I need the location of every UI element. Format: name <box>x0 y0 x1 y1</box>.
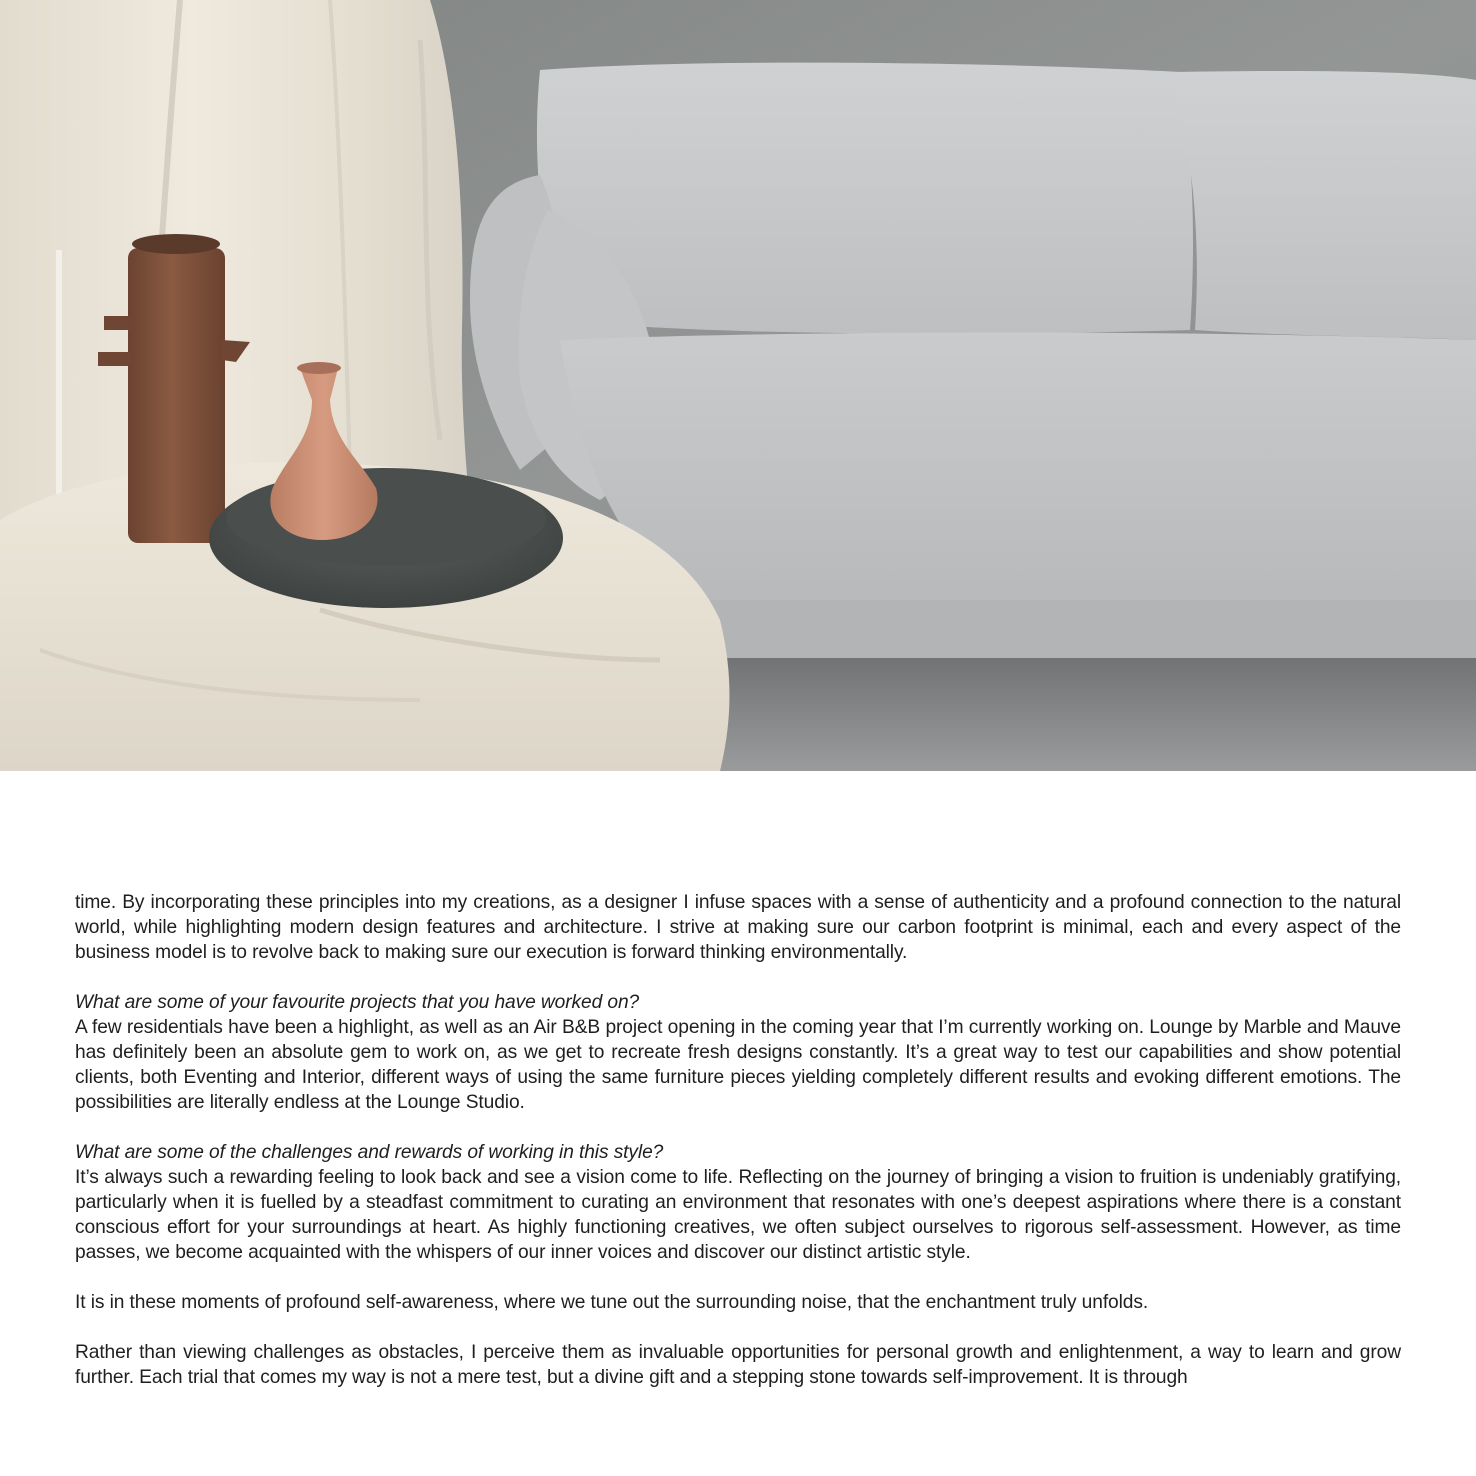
sofa-back-cushion-left <box>537 63 1193 334</box>
sofa-base <box>680 600 1476 658</box>
paragraph-self-awareness: It is in these moments of profound self-awareness, where we tune out the surrounding noise, that the enchantment truly unfolds. <box>75 1292 1149 1313</box>
question-favourite-projects: What are some of your favourite projects that you have worked on? <box>75 992 640 1013</box>
paragraph-intro: time. By incorporating these principles into my creations, as a designer I infuse spaces with a sense of authenticity and a profound connection to the natural world, while highlighting modern design features and architecture. I strive at making sure our carbon footprint is minimal, each and every aspect of the business model is to revolve back to making sure our execution is forward thinking environmentally. <box>75 892 1401 963</box>
question-challenges-rewards: What are some of the challenges and rewards of working in this style? <box>75 1142 664 1163</box>
article-body <box>75 890 1401 1390</box>
paragraph-challenges-opportunities: Rather than viewing challenges as obstacles, I perceive them as invaluable opportunities for personal growth and enlightenment, a way to learn and grow further. Each trial that comes my way is not a mere test, but a divine gift and a stepping stone towards self-improvement. It is through <box>75 1342 1401 1388</box>
answer-challenges-rewards: It’s always such a rewarding feeling to look back and see a vision come to life. Reflecting on the journey of bringing a vision to fruition is undeniably gratifying, particularly when it is fuelled by a steadfast commitment to curating an environment that resonates with one’s deepest aspirations where there is a constant conscious effort for your surroundings at heart. As highly functioning creatives, we often subject ourselves to rigorous self-assessment. However, as time passes, we become acquainted with the whispers of our inner voices and discover our distinct artistic style. <box>75 1167 1401 1263</box>
answer-favourite-projects: A few residentials have been a highlight, as well as an Air B&B project opening in the coming year that I’m currently working on. Lounge by Marble and Mauve has definitely been an absolute gem to work on, as we get to recreate fresh designs constantly. It’s a great way to test our capabilities and show potential clients, both Eventing and Interior, different ways of using the same furniture pieces yielding completely different results and evoking different emotions. The possibilities are literally endless at the Lounge Studio. <box>75 1017 1401 1113</box>
sofa-seat <box>560 333 1476 607</box>
sofa-back-cushion-right <box>1170 71 1476 340</box>
